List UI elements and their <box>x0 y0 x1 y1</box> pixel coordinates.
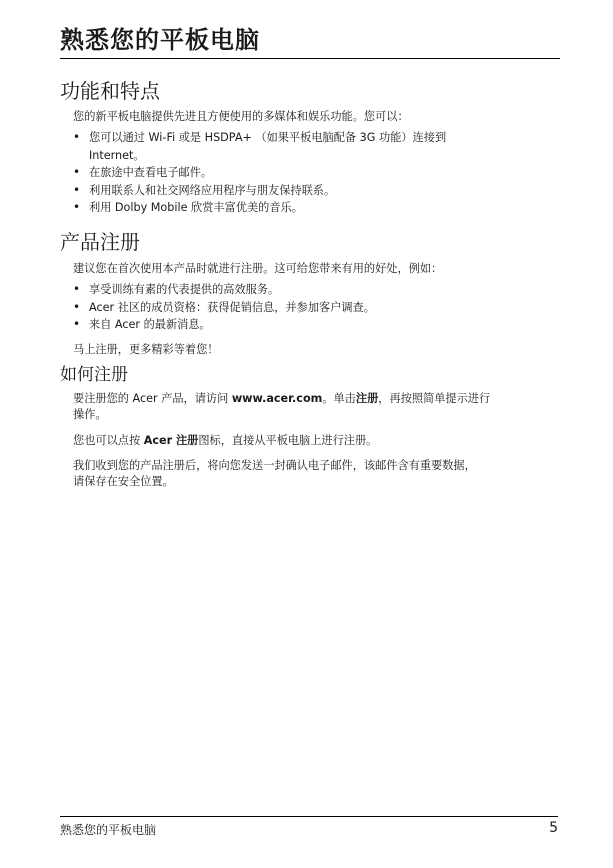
footer-divider <box>60 816 558 817</box>
features-intro: 您的新平板电脑提供先进且方便使用的多媒体和娱乐功能。您可以： <box>73 110 409 123</box>
list-item-text: Acer 社区的成员资格：获得促销信息，并参加客户调查。 <box>89 300 375 314</box>
how-to-paragraph-3 <box>73 458 551 490</box>
text: 要注册您的 Acer 产品，请访问 <box>73 392 232 405</box>
how-to-paragraph-1 <box>73 391 551 423</box>
acer-register-keyword: Acer 注册 <box>143 434 199 447</box>
list-item-text: 来自 Acer 的最新消息。 <box>89 318 211 331</box>
list-item-text-cont: Internet。 <box>89 148 145 162</box>
text: 我们收到您的产品注册后，将向您发送一封确认电子邮件，该邮件含有重要数据， <box>73 459 476 472</box>
list-item <box>73 281 543 299</box>
registration-list <box>73 281 543 334</box>
features-list <box>73 129 543 217</box>
acer-website-link[interactable]: www.acer.com <box>231 392 323 405</box>
page-title: 熟悉您的平板电脑 <box>60 24 560 59</box>
text: 请保存在安全位置。 <box>73 475 174 488</box>
list-item-text: 利用 Dolby Mobile 欣赏丰富优美的音乐。 <box>89 201 303 214</box>
footer-title: 熟悉您的平板电脑 <box>60 823 157 837</box>
list-item-text: 您可以通过 Wi-Fi 或是 HSDPA+ （如果平板电脑配备 3G 功能）连接到 <box>89 131 447 144</box>
list-item-text: 在旅途中查看电子邮件。 <box>89 166 213 179</box>
page-number: 5 <box>549 820 558 836</box>
list-item <box>73 182 543 200</box>
text: 操作。 <box>73 408 107 421</box>
list-item <box>73 299 543 317</box>
text: 您也可以点按 <box>73 434 144 447</box>
how-to-heading: 如何注册 <box>60 365 128 385</box>
registration-intro: 建议您在首次使用本产品时就进行注册。这可给您带来有用的好处，例如： <box>73 262 443 275</box>
how-to-paragraph-2 <box>73 433 551 449</box>
register-keyword: 注册 <box>355 392 379 405</box>
text: ，再按照简单提示进行 <box>378 392 491 405</box>
list-item <box>73 316 543 334</box>
registration-outro: 马上注册，更多精彩等着您！ <box>73 343 219 356</box>
list-item <box>73 199 543 217</box>
registration-heading: 产品注册 <box>60 230 140 254</box>
features-heading: 功能和特点 <box>60 79 160 103</box>
text: 。单击 <box>322 392 356 405</box>
text: 图标，直接从平板电脑上进行注册。 <box>198 434 378 447</box>
list-item <box>73 129 543 164</box>
list-item-text: 享受训练有素的代表提供的高效服务。 <box>89 283 280 296</box>
list-item <box>73 164 543 182</box>
list-item-text: 利用联系人和社交网络应用程序与朋友保持联系。 <box>89 183 336 197</box>
